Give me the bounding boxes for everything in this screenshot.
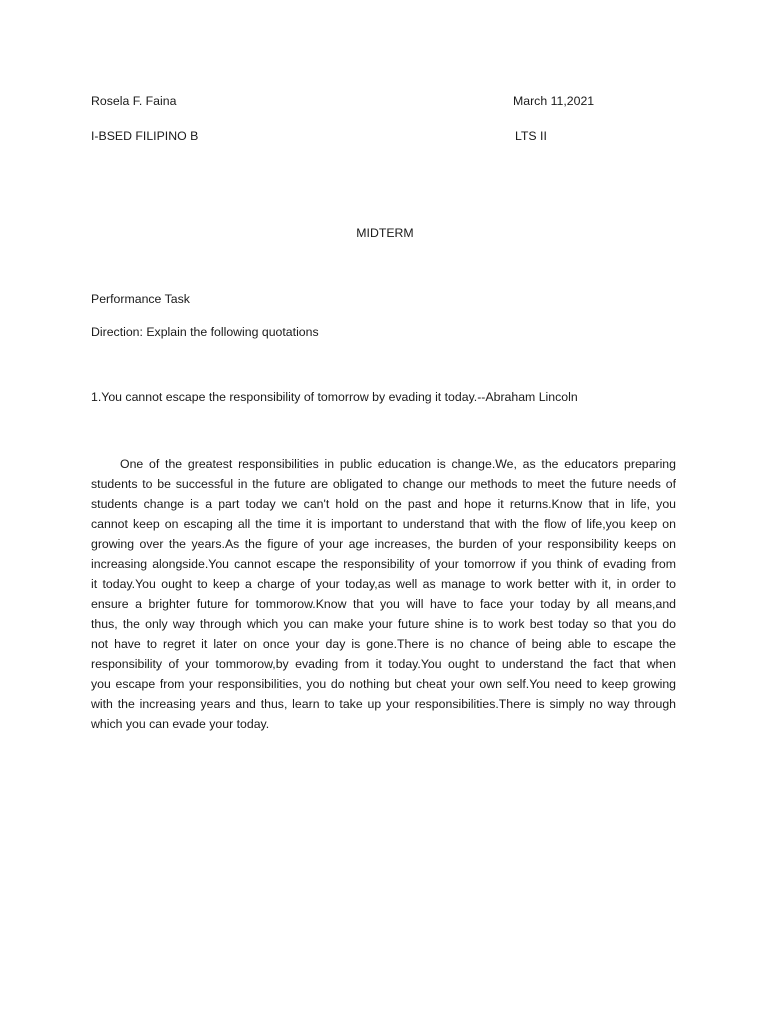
paragraph-line: you escape from your responsibilities, you do nothing but cheat your own self.You need to keep growing (91, 677, 676, 691)
paragraph-line: which you can evade your today. (91, 717, 270, 731)
document-date: March 11,2021 (513, 94, 595, 108)
paragraph-line: cannot keep on escaping all the time it is important to understand that with the flow of life,you keep on (91, 517, 676, 531)
paragraph-line: with the increasing years and thus, learn to take up your responsibilities.There is simply no way through (91, 697, 676, 711)
task-direction: Direction: Explain the following quotations (91, 325, 319, 339)
task-title: Performance Task (91, 292, 190, 306)
paragraph-line: thus, the only way through which you can make your future shine is to work best today so that you do (91, 617, 676, 631)
paragraph-line: students to be successful in the future are obligated to change our methods to meet the future needs of (91, 477, 676, 491)
exam-title: MIDTERM (356, 226, 414, 240)
quotation-item: 1.You cannot escape the responsibility of tomorrow by evading it today.--Abraham Lincoln (91, 390, 578, 404)
author-name: Rosela F. Faina (91, 94, 177, 108)
paragraph-line: responsibility of your tommorow,by evading from it today.You ought to understand the fact that when (91, 657, 676, 671)
paragraph-line: not have to regret it later on once your day is gone.There is no chance of being able to escape the (91, 637, 676, 651)
paragraph-line: One of the greatest responsibilities in public education is change.We, as the educators preparing (120, 457, 676, 471)
answer-paragraph (91, 455, 676, 735)
paragraph-line: growing over the years.As the figure of your age increases, the burden of your responsibility keeps on (91, 537, 676, 551)
paragraph-line: increasing alongside.You cannot escape the responsibility of your tomorrow if you think of evading from (91, 557, 676, 571)
course-section: I-BSED FILIPINO B (91, 129, 199, 143)
paragraph-line: ensure a brighter future for tommorow.Know that you will have to face your today by all means,and (91, 597, 676, 611)
paragraph-line: students change is a part today we can't hold on the past and hope it returns.Know that in life, you (91, 497, 676, 511)
paragraph-line: it today.You ought to keep a charge of your today,as well as manage to work better with it, in order to (91, 577, 676, 591)
subject-name: LTS II (515, 129, 547, 143)
